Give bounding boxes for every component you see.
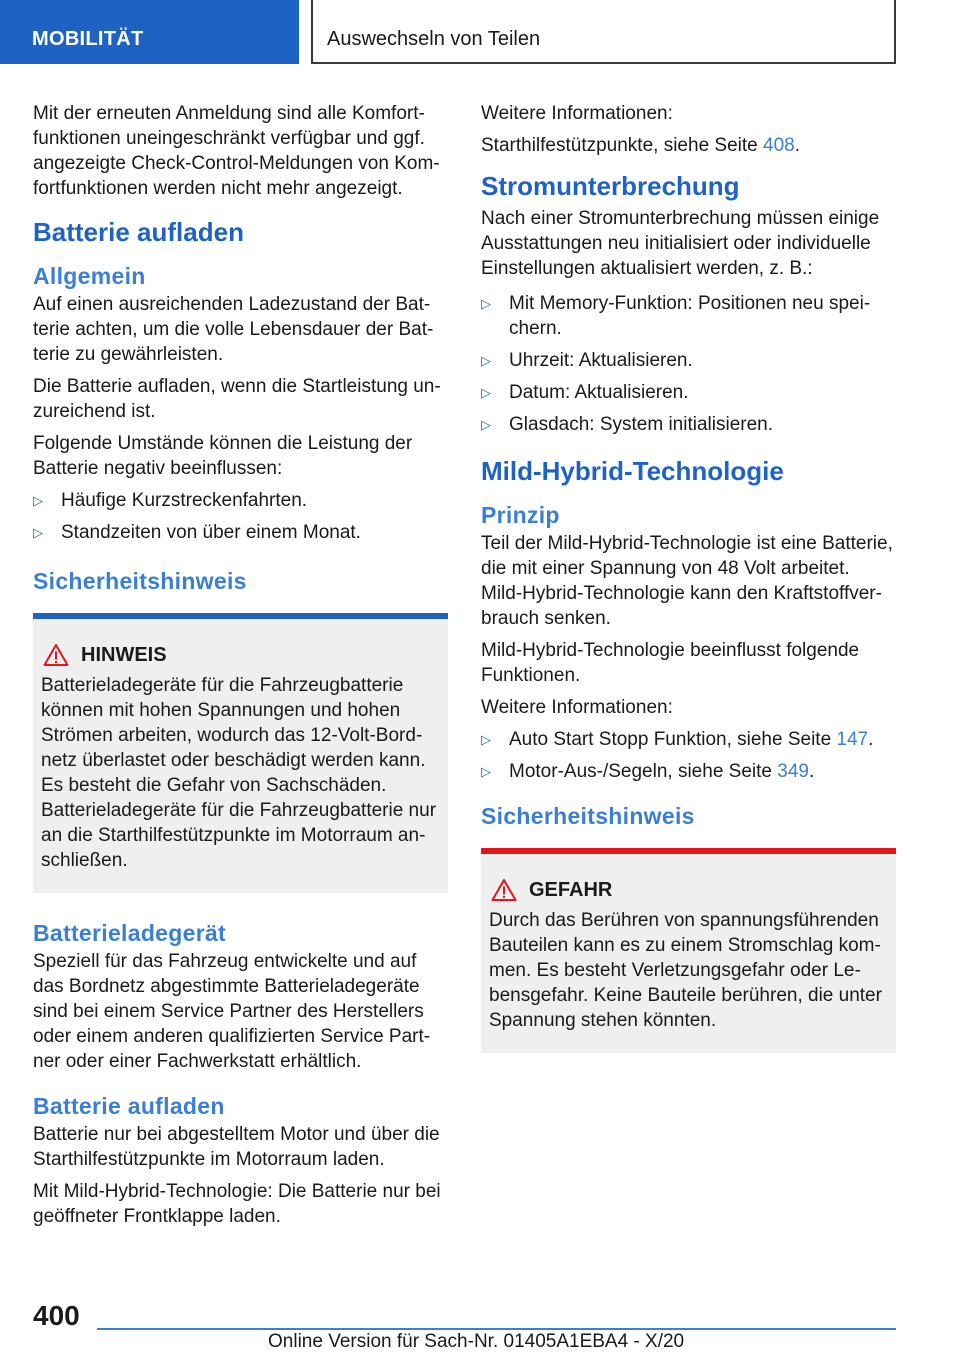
heading-stromunterbrechung: Stromunterbrechung <box>481 171 740 201</box>
list-item-text: Glasdach: System initialisieren. <box>509 414 773 435</box>
list-item <box>481 412 896 437</box>
triangle-bullet-icon: ▷ <box>481 417 491 432</box>
prinzip-info-label: Weitere Informationen: <box>481 697 673 718</box>
aufladen-paragraph-2: Mit Mild-Hybrid-Technologie: Die Batterie nur bei geöffneter Frontklappe laden. <box>33 1181 441 1227</box>
page-link-408[interactable]: 408 <box>763 135 795 156</box>
page-link-349[interactable]: 349 <box>777 761 809 782</box>
triangle-bullet-icon: ▷ <box>481 764 491 779</box>
prinzip-paragraph-2: Mild-Hybrid-Technologie beeinflusst folgende Funktionen. <box>481 640 860 686</box>
allgemein-paragraph-2: Die Batterie aufladen, wenn die Startleistung unzureichend ist. <box>33 376 441 422</box>
strom-paragraph: Nach einer Stromunterbrechung müssen einige Ausstattungen neu initialisiert oder individuelle Einstellungen aktualisiert werden, z. B.: <box>481 208 880 279</box>
triangle-bullet-icon: ▷ <box>481 296 491 311</box>
left-column <box>33 101 448 1236</box>
warning-triangle-icon <box>491 878 517 902</box>
heading-batterie-aufladen: Batterie aufladen <box>33 217 244 247</box>
danger-label: GEFAHR <box>529 878 613 901</box>
danger-box <box>481 848 896 1053</box>
heading-batterieladegeraet: Batterieladegerät <box>33 920 227 946</box>
info-label: Weitere Informationen: <box>481 103 673 124</box>
danger-header <box>489 878 888 902</box>
list-item-text: Standzeiten von über einem Monat. <box>61 522 361 543</box>
list-item <box>481 291 896 341</box>
prinzip-list <box>481 727 896 784</box>
triangle-bullet-icon: ▷ <box>33 493 43 508</box>
list-item-text: Mit Memory-Funktion: Positionen neu speichern. <box>509 293 871 339</box>
notice-text: Batterieladegeräte für die Fahrzeugbatterie können mit hohen Spannungen und hohen Strömen arbeiten, wodurch das 12-Volt-Bordnetz überlastet oder beschädigt werden kann. Es besteht die Gefahr von Sachschäden. Batterieladegeräte für die Fahrzeugbatterie nur an die Starthilfestützpunkte im Motorraum anschließen. <box>41 675 437 871</box>
triangle-bullet-icon: ▷ <box>481 732 491 747</box>
page-number: 400 <box>33 1300 80 1331</box>
list-item-text: Auto Start Stopp Funktion, siehe Seite <box>509 729 837 750</box>
info-reference-text: Starthilfestützpunkte, siehe Seite <box>481 135 763 156</box>
triangle-bullet-icon: ▷ <box>481 353 491 368</box>
heading-sicherheitshinweis-2: Sicherheitshinweis <box>481 803 695 829</box>
list-item-text: Häufige Kurzstreckenfahrten. <box>61 490 308 511</box>
heading-allgemein: Allgemein <box>33 263 146 289</box>
list-item: ▷ Auto Start Stopp Funktion, siehe Seite 147. <box>481 729 874 750</box>
footer-divider <box>97 1328 896 1330</box>
triangle-bullet-icon: ▷ <box>33 525 43 540</box>
ladegeraet-paragraph: Speziell für das Fahrzeug entwickelte und auf das Bordnetz abgestimmte Batterieladegeräte sind bei einem Service Partner des Herstellers oder einem anderen qualifizierten Service Partner oder einer Fachwerkstatt erhältlich. <box>33 951 431 1072</box>
prinzip-paragraph-1: Teil der Mild-Hybrid-Technologie ist eine Batterie, die mit einer Spannung von 48 Volt arbeitet. Mild-Hybrid-Technologie kann den Kraftstoffverbrauch senken. <box>481 533 893 629</box>
info-reference: Starthilfestützpunkte, siehe Seite 408. <box>481 135 800 156</box>
triangle-bullet-icon: ▷ <box>481 385 491 400</box>
list-item: ▷ Motor-Aus-/Segeln, siehe Seite 349. <box>481 761 815 782</box>
strom-list <box>481 291 896 437</box>
warning-triangle-icon <box>43 643 69 667</box>
list-item <box>33 488 448 513</box>
list-item <box>33 520 448 545</box>
list-item <box>481 348 896 373</box>
list-item-text: Datum: Aktualisieren. <box>509 382 689 403</box>
allgemein-paragraph-3: Folgende Umstände können die Leistung der Batterie negativ beeinflussen: <box>33 433 413 479</box>
notice-header <box>41 643 440 667</box>
heading-prinzip: Prinzip <box>481 502 560 528</box>
list-item <box>481 380 896 405</box>
list-item-text: Uhrzeit: Aktualisieren. <box>509 350 693 371</box>
footer-online-version: Online Version für Sach-Nr. 01405A1EBA4 - X/20 <box>268 1331 685 1352</box>
heading-sicherheitshinweis: Sicherheitshinweis <box>33 568 247 594</box>
allgemein-list <box>33 488 448 545</box>
list-item-text: Motor-Aus-/Segeln, siehe Seite <box>509 761 778 782</box>
right-column <box>481 101 896 1067</box>
heading-mild-hybrid: Mild-Hybrid-Technologie <box>481 456 784 486</box>
notice-box <box>33 613 448 893</box>
aufladen-paragraph-1: Batterie nur bei abgestelltem Motor und über die Starthilfestützpunkte im Motorraum laden. <box>33 1124 440 1170</box>
chapter-title: Auswechseln von Teilen <box>311 0 896 64</box>
allgemein-paragraph-1: Auf einen ausreichenden Ladezustand der Batterie achten, um die volle Lebensdauer der Batterie zu gewährleisten. <box>33 294 434 365</box>
intro-paragraph: Mit der erneuten Anmeldung sind alle Komfortfunktionen uneingeschränkt verfügbar und ggf. angezeigte Check-Control-Meldungen von Komfortfunktionen werden nicht mehr angezeigt. <box>33 103 440 199</box>
page-link-147[interactable]: 147 <box>836 729 869 750</box>
notice-label: HINWEIS <box>81 643 167 666</box>
section-tab: MOBILITÄT <box>0 0 299 64</box>
heading-batterie-aufladen-2: Batterie aufladen <box>33 1093 225 1119</box>
danger-text: Durch das Berühren von spannungsführenden Bauteilen kann es zu einem Stromschlag kommen. Es besteht Verletzungsgefahr oder Lebensgefahr. Keine Bauteile berühren, die unter Spannung stehen könnten. <box>489 910 882 1031</box>
